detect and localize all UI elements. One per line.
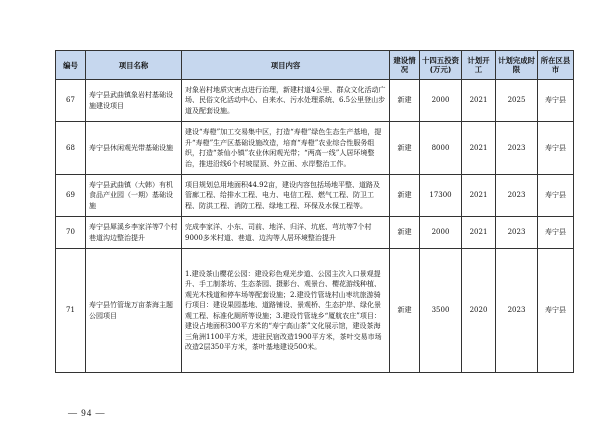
cell-status: 新建 bbox=[390, 80, 420, 122]
cell-finish: 2023 bbox=[496, 122, 538, 175]
cell-start: 2021 bbox=[462, 80, 496, 122]
cell-start: 2020 bbox=[462, 249, 496, 373]
table-row bbox=[56, 249, 574, 373]
cell-name: 寿宁县武曲镇象岩村基础设施建设项目 bbox=[86, 80, 182, 122]
document-page bbox=[55, 50, 573, 373]
cell-status: 新建 bbox=[390, 217, 420, 249]
cell-county: 寿宁县 bbox=[538, 122, 574, 175]
table-row bbox=[56, 122, 574, 175]
cell-county: 寿宁县 bbox=[538, 80, 574, 122]
cell-no: 68 bbox=[56, 122, 86, 175]
cell-county: 寿宁县 bbox=[538, 175, 574, 217]
cell-county: 寿宁县 bbox=[538, 217, 574, 249]
header-name: 项目名称 bbox=[86, 51, 182, 80]
header-county: 所在区县市 bbox=[538, 51, 574, 80]
cell-content: 项目规划总用地面积44.92亩，建设内容包括场地平整、道路及管廊工程、给排水工程、电力、电信工程、燃气工程、防卫工程、防洪工程、消防工程、绿地工程、环保及水保工程等。 bbox=[182, 175, 390, 217]
cell-invest: 8000 bbox=[420, 122, 462, 175]
cell-invest: 2000 bbox=[420, 217, 462, 249]
project-table bbox=[55, 50, 574, 373]
cell-name: 寿宁县休闲观光带基础设施 bbox=[86, 122, 182, 175]
header-invest: 十四五投资(万元) bbox=[420, 51, 462, 80]
cell-no: 69 bbox=[56, 175, 86, 217]
table-row bbox=[56, 80, 574, 122]
header-no: 编号 bbox=[56, 51, 86, 80]
cell-finish: 2023 bbox=[496, 217, 538, 249]
cell-no: 70 bbox=[56, 217, 86, 249]
cell-invest: 3500 bbox=[420, 249, 462, 373]
table-row bbox=[56, 175, 574, 217]
cell-content: 建设“寿橙”加工交易集中区，打造“寿橙”绿色生态生产基地，提升“寿橙”生产区基础设施改造，培育“寿橙”农业综合性服务组织，打造“茶仙小镇”农业休闲观光带；“两高一线”人居环境整治，推进沿线6个村坡屋顶、外立面、水岸整治工作。 bbox=[182, 122, 390, 175]
cell-start: 2021 bbox=[462, 217, 496, 249]
cell-no: 67 bbox=[56, 80, 86, 122]
header-content: 项目内容 bbox=[182, 51, 390, 80]
cell-status: 新建 bbox=[390, 175, 420, 217]
cell-finish: 2025 bbox=[496, 80, 538, 122]
table-header-row bbox=[56, 51, 574, 80]
cell-content: 完成李家洋、小东、司前、地洋、归洋、坑底、芎坑等7个村9000多米村道、巷道、边沟等人居环境整治提升 bbox=[182, 217, 390, 249]
cell-name: 寿宁县竹管垅万亩茶海主题公园项目 bbox=[86, 249, 182, 373]
cell-finish: 2023 bbox=[496, 175, 538, 217]
cell-name: 寿宁县武曲镇（大韩）有机食品产业园（一期）基础设施 bbox=[86, 175, 182, 217]
cell-county: 寿宁县 bbox=[538, 249, 574, 373]
header-start: 计划开工 bbox=[462, 51, 496, 80]
cell-invest: 2000 bbox=[420, 80, 462, 122]
cell-finish: 2023 bbox=[496, 249, 538, 373]
cell-status: 新建 bbox=[390, 122, 420, 175]
cell-name: 寿宁县犀溪乡李家洋等7个村巷道沟边整治提升 bbox=[86, 217, 182, 249]
cell-start: 2021 bbox=[462, 175, 496, 217]
cell-invest: 17300 bbox=[420, 175, 462, 217]
cell-status: 新建 bbox=[390, 249, 420, 373]
cell-start: 2021 bbox=[462, 122, 496, 175]
cell-content: 1.建设茶山樱花公园：建设彩色观光步道、公园主次入口景观提升、手工制茶坊、生态茶园、摄影台、观景台、樱花游线种植、观光木栈道和停车场等配套设施；2.建设竹管垅村山枣坑旅游骑行项目：建设果园基地、道路铺设、景观桥、生态护岸、绿化景观工程、标准化厕所等设施；3.建设竹管垅乡“厦航农庄”项目：建设占地面积300平方米的“寿宁高山茶”文化展示馆，建设茶海三角洲1100平方米，进驻民宿改造1900平方米，茶叶交易市场改造2层350平方米，茶叶基地建设500米。 bbox=[182, 249, 390, 373]
table-row bbox=[56, 217, 574, 249]
header-status: 建设情况 bbox=[390, 51, 420, 80]
header-finish: 计划完成时限 bbox=[496, 51, 538, 80]
page-number: — 94 — bbox=[68, 408, 106, 418]
cell-no: 71 bbox=[56, 249, 86, 373]
cell-content: 对象岩村地质灾害点进行治理，新建村道4公里、群众文化活动广场、民俗文化活动中心、自来水、污水处理系统、6.5公里登山步道及配套设施。 bbox=[182, 80, 390, 122]
